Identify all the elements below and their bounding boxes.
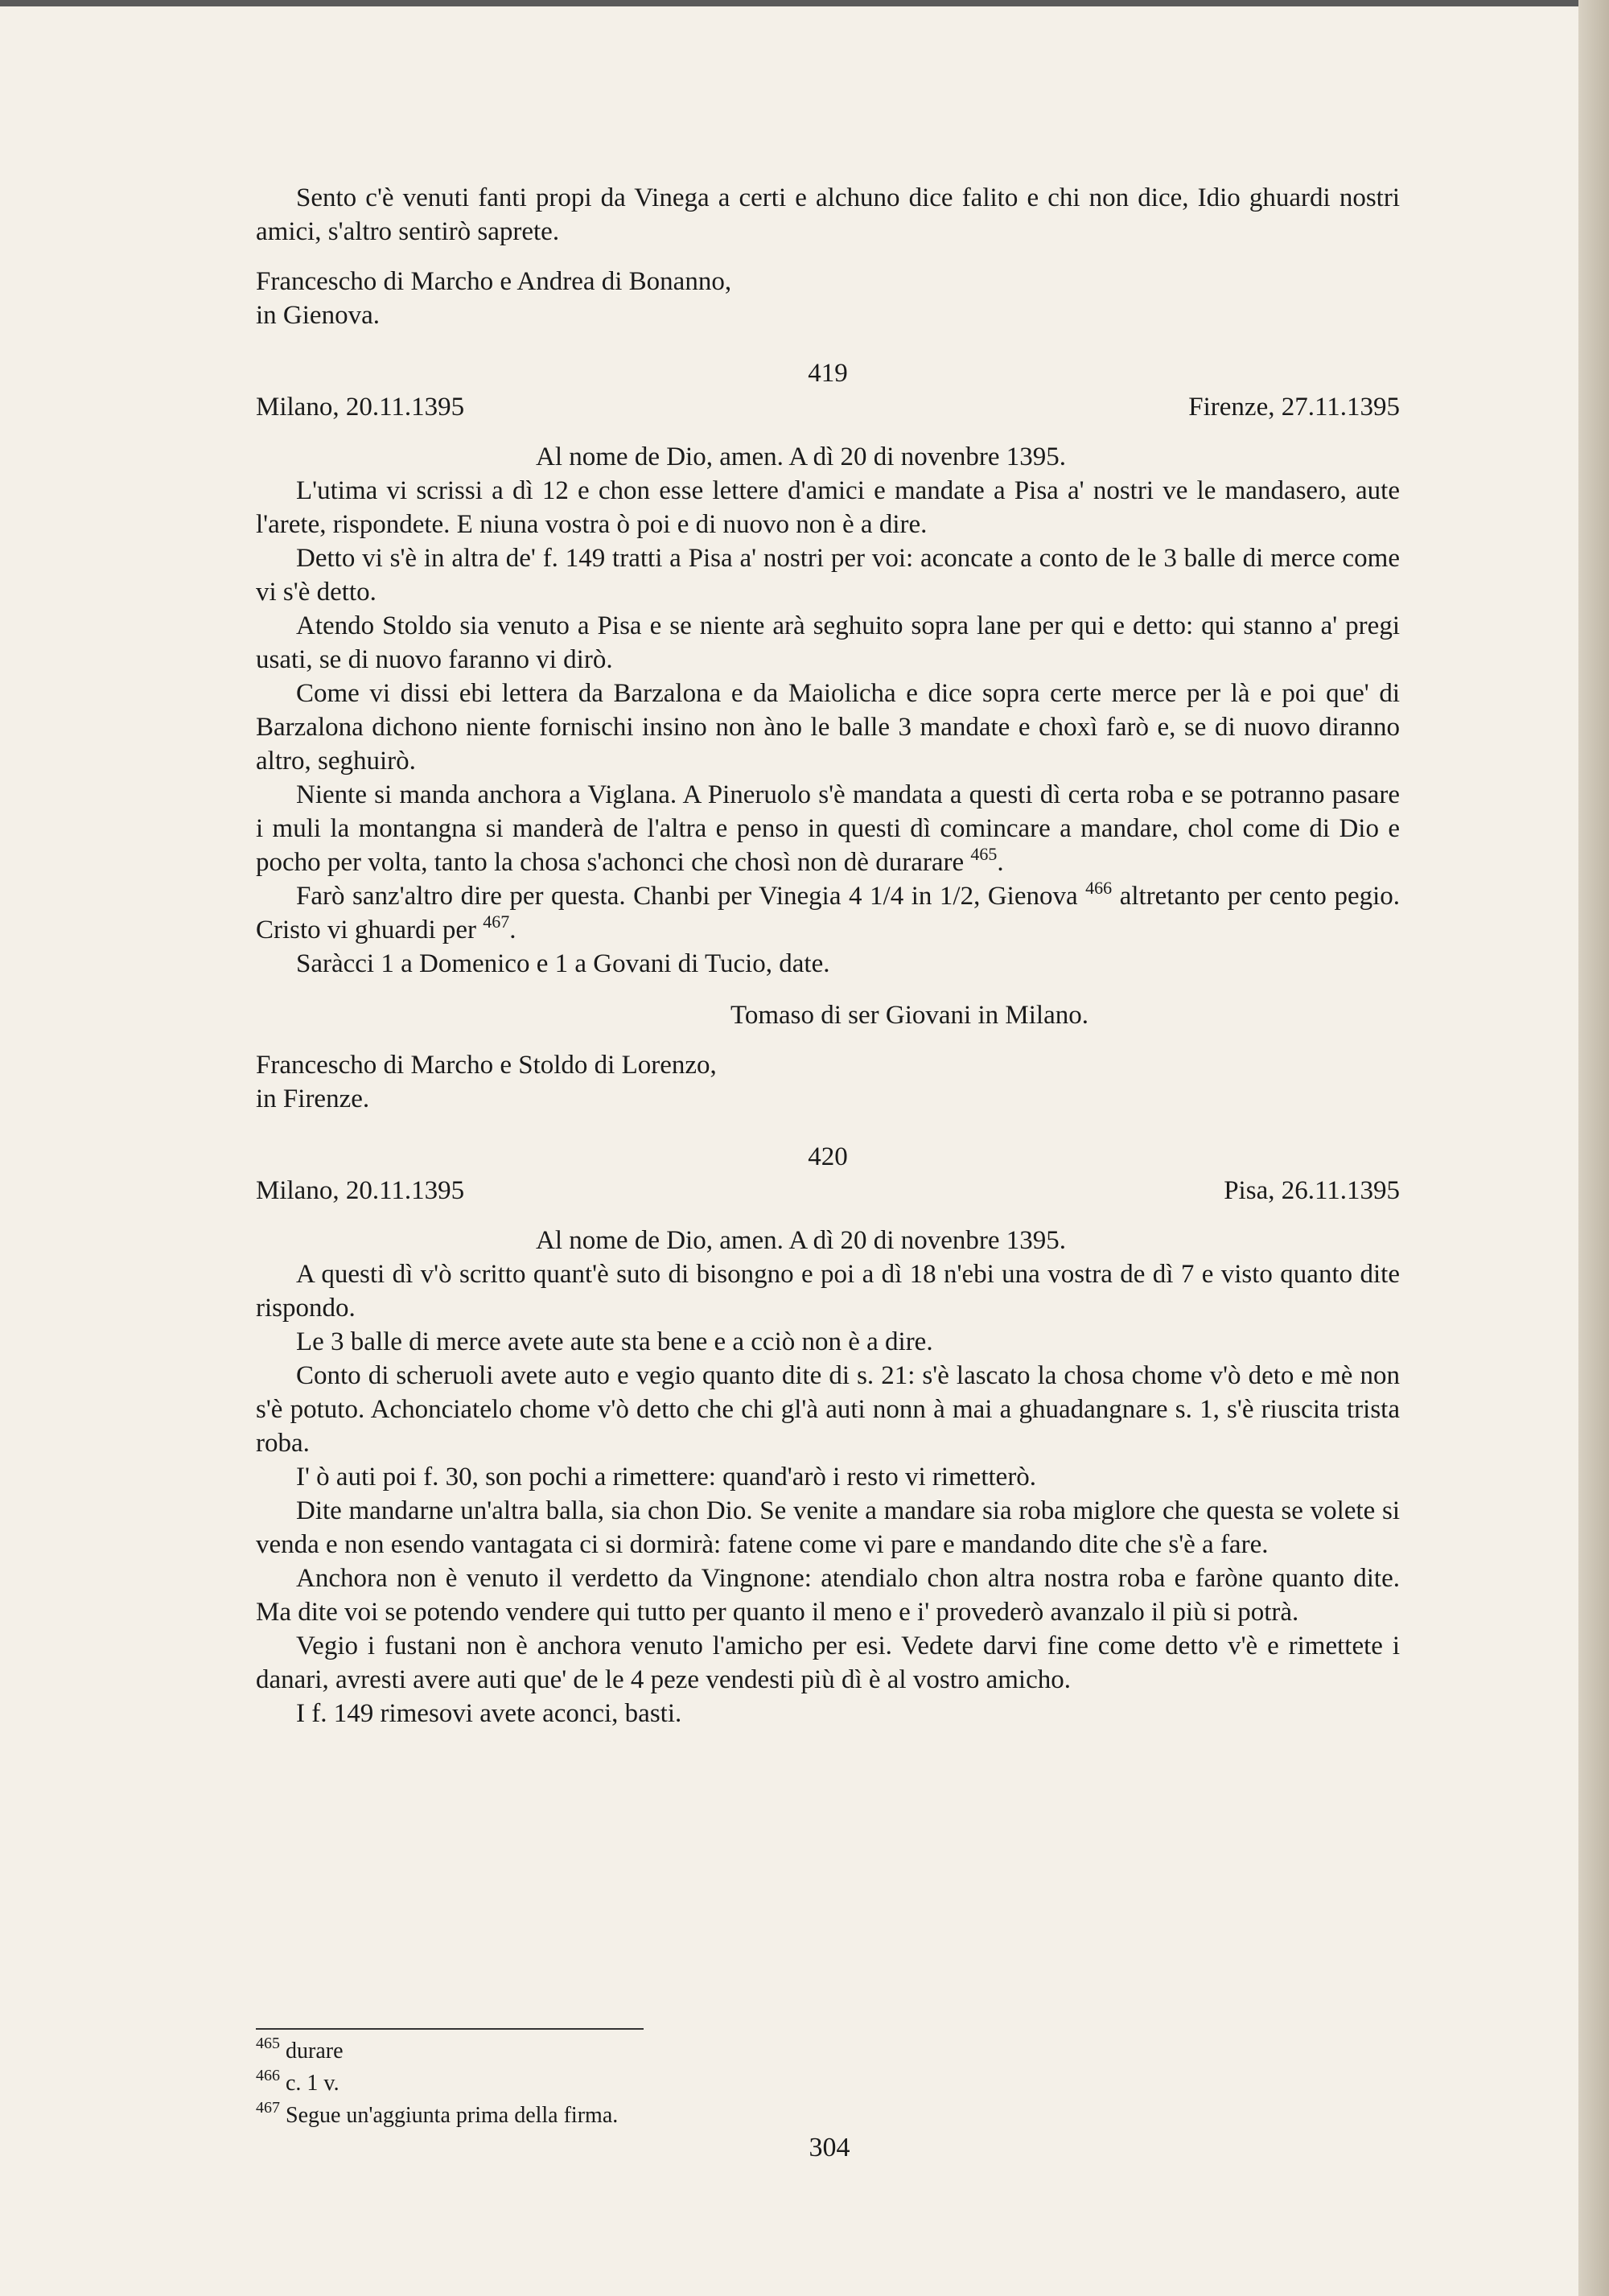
footnotes [256,1995,618,2132]
letter-420-salutation: Al nome de Dio, amen. A dì 20 di novenbre 1395. [536,1226,1066,1255]
letter-419-paragraph: Detto vi s'è in altra de' f. 149 tratti a Pisa a' nostri per voi: aconcate a conto de le 3 balle di merce come vi s'è detto. [256,544,1400,607]
letter-419-paragraph: Atendo Stoldo sia venuto a Pisa e se niente arà seghuito sopra lane per qui e detto: qui stanno a' pregi usati, se di nuovo faranno vi dirò. [256,611,1400,674]
scan-top-strip [0,0,1578,6]
letter-419-paragraph-7: Saràcci 1 a Domenico e 1 a Govani di Tucio, date. [296,949,830,978]
footnote: $^{466}$ c. 1 v. [256,2067,339,2096]
footnote-ref-467: 467 [483,911,510,932]
intro-address-line-2: in Gienova. [256,301,380,330]
letter-420-number: 420 [808,1142,848,1171]
intro-address-line-1: Francescho di Marcho e Andrea di Bonanno, [256,267,732,296]
letter-420-paragraph: A questi dì v'ò scritto quant'è suto di bisongno e poi a dì 18 n'ebi una vostra de dì 7 e visto quanto dite rispondo. [256,1260,1400,1323]
letter-419-address-line-2: in Firenze. [256,1084,370,1113]
footnote: $^{465}$ durare [256,2035,344,2064]
intro-paragraph: Sento c'è venuti fanti propi da Vinega a certi e alchuno dice falito e chi non dice, Idio ghuardi nostri amici, s'altro sentirò saprete. [256,183,1400,246]
letter-420-paragraph: Le 3 balle di merce avete aute sta bene e a cciò non è a dire. [296,1327,933,1356]
letter-419-address-line-1: Francescho di Marcho e Stoldo di Lorenzo, [256,1051,717,1080]
letter-420-from: Milano, 20.11.1395 [256,1176,465,1205]
letter-419-from: Milano, 20.11.1395 [256,393,465,422]
letter-419-number: 419 [808,359,848,388]
letter-419-dateline [256,390,1400,424]
letter-420-paragraph: I' ò auti poi f. 30, son pochi a rimettere: quand'arò i resto vi rimetterò. [296,1463,1037,1492]
letter-420-paragraph: I f. 149 rimesovi avete aconci, basti. [296,1699,682,1728]
letter-419-paragraph-6: Farò sanz'altro dire per questa. Chanbi per Vinegia 4 1/4 in 1/2, Gienova $^{466}$ altretanto per cento pegio. Cristo vi ghuardi per $^{467}$. [256,878,1401,944]
letter-420-paragraph: Vegio i fustani non è anchora venuto l'amicho per esi. Vedete darvi fine come detto v'è e rimettete i danari, avresti avere auti que' de le 4 peze vendesti più dì è al vostro amicho. [256,1631,1400,1694]
letter-419-paragraph-5: Niente si manda anchora a Viglana. A Pineruolo s'è mandata a questi dì certa roba e se potranno pasare i muli la montangna si manderà de l'altra e penso in questi dì comincare a mandare, chol come di Dio e pocho per volta, tanto la chosa s'achonci che chosì non dè durarare $^{465}$. [256,780,1400,877]
letter-420-paragraph: Anchora non è venuto il verdetto da Vingnone: atendialo chon altra nostra roba e faròne quanto dite. Ma dite voi se potendo vendere qui tutto per quanto il meno e i' provederò avanzalo il più si potrà. [256,1564,1400,1627]
footnote-ref-465: 465 [970,844,998,864]
page-number: 304 [809,2133,850,2162]
letter-420-paragraph: Dite mandarne un'altra balla, sia chon Dio. Se venite a mandare sia roba miglore che questa se volete si venda e non esendo vantagata ci si dormirà: fatene come vi pare e mandando dite che s'è a fare. [256,1496,1400,1559]
page-body [256,181,1400,1730]
letter-420-dateline [256,1174,1400,1208]
letter-419-salutation: Al nome de Dio, amen. A dì 20 di novenbre 1395. [536,442,1066,471]
book-page-edge [1578,0,1609,2296]
letter-419-paragraph: L'utima vi scrissi a dì 12 e chon esse lettere d'amici e mandate a Pisa a' nostri ve le mandasero, aute l'arete, rispondete. E niuna vostra ò poi e di nuovo non è a dire. [256,476,1400,539]
footnote: $^{467}$ Segue un'aggiunta prima della firma. [256,2099,619,2128]
letter-419-paragraph: Come vi dissi ebi lettera da Barzalona e da Maiolicha e dice sopra certe merce per là e poi que' di Barzalona dichono niente fornischi insino non àno le balle 3 mandate e choxì farò e, se di nuovo diranno altro, seghuirò. [256,679,1400,776]
letter-419-signature: Tomaso di ser Giovani in Milano. [730,1001,1088,1030]
letter-419-to: Firenze, 27.11.1395 [1188,393,1400,422]
footnote-ref-466: 466 [1085,878,1113,898]
letter-419-paragraph-5-text: Niente si manda anchora a Viglana. A Pineruolo s'è mandata a questi dì certa roba e se potranno pasare i muli la montangna si manderà de l'altra e penso in questi dì comincare a mandare, chol come di Dio e pocho per volta, tanto la chosa s'achonci che chosì non dè durarare [256,780,1400,877]
letter-420-to: Pisa, 26.11.1395 [1224,1176,1400,1205]
letter-420-paragraph: Conto di scheruoli avete auto e vegio quanto dite di s. 21: s'è lascato la chosa chome v'ò deto e mè non s'è potuto. Achonciatelo chome v'ò detto che chi gl'à auti nonn à mai a ghuadangnare s. 1, s'è riuscita trista roba. [256,1361,1400,1458]
